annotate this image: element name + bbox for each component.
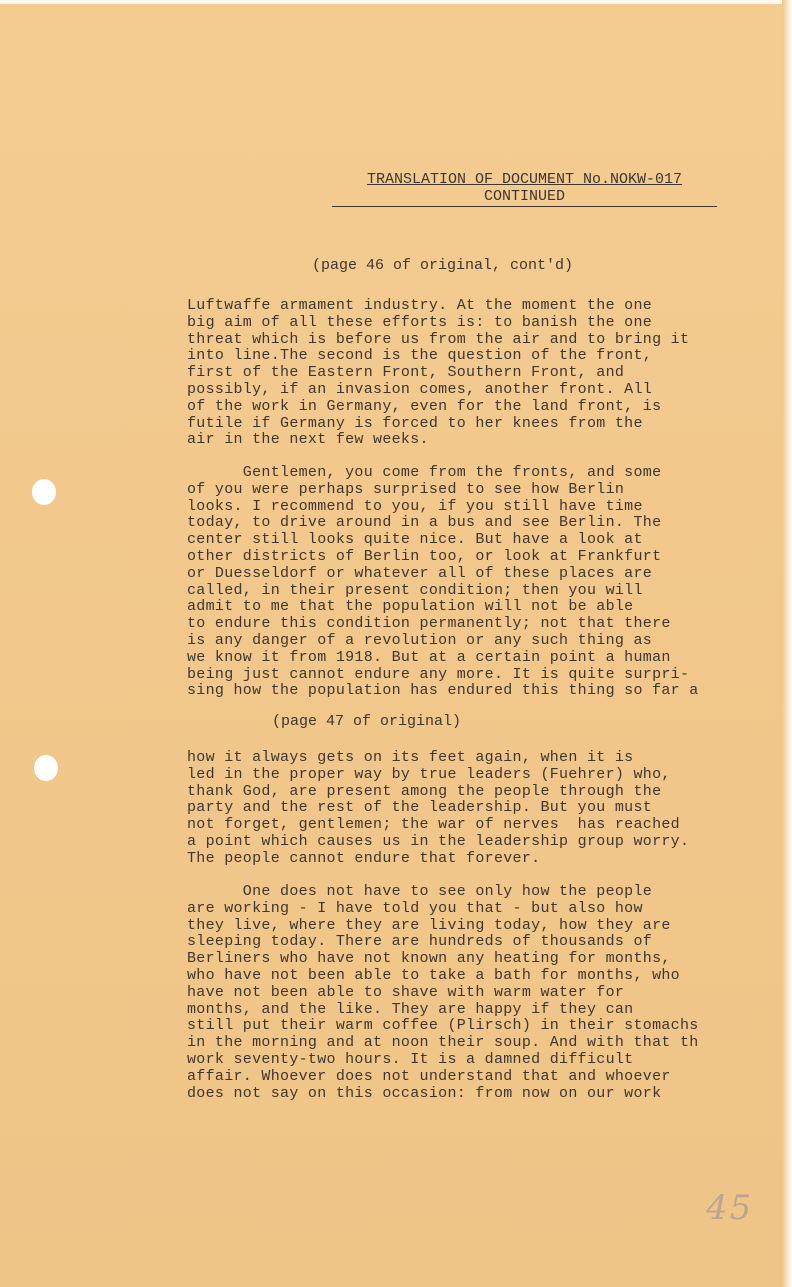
punch-hole-upper [32,479,56,505]
paragraph-3: how it always gets on its feet again, when it is led in the proper way by true leaders (Fuehrer) who, thank God, are present among the people through the party and the rest of the leadership. But you must not forget, gentlemen; the war of nerves has reached a point which causes us in the leadership group worry. The people cannot endure that forever. [187,749,690,867]
page-marker-46: (page 46 of original, cont'd) [312,257,574,274]
document-subtitle: CONTINUED [483,188,565,205]
handwritten-page-number: 45 [706,1188,754,1228]
page-marker-47: (page 47 of original) [272,713,462,730]
document-header [332,171,717,205]
header-underline [332,206,717,207]
paragraph-4: One does not have to see only how the people are working - I have told you that - but also how they live, where they are living today, how they are sleeping today. There are hundreds of thousands of Berliners who have not known any heating for months, who have not been able to take a bath for months, who have not been able to shave with warm water for months, and the like. They are happy if they can still put their warm coffee (Plirsch) in their stomachs in the morning and at noon their soup. And with that th work seventy-two hours. It is a damned difficult affair. Whoever does not understand that and whoever does not say on this occasion: from now on our work [187,883,699,1102]
paragraph-2: Gentlemen, you come from the fronts, and some of you were perhaps surprised to see how Berlin looks. I recommend to you, if you still have time today, to drive around in a bus and see Berlin. The center still looks quite nice. But have a look at other districts of Berlin too, or look at Frankfurt or Duesseldorf or whatever all of these places are called, in their present condition; then you will admit to me that the population will not be able to endure this condition permanently; not that there is any danger of a revolution or any such thing as we know it from 1918. But at a certain point a human being just cannot endure any more. It is quite surpri- sing how the population has endured this thing so far a [187,464,699,700]
paragraph-1: Luftwaffe armament industry. At the moment the one big aim of all these efforts is: to banish the one threat which is before us from the air and to bring it into line.The second is the question of the front, first of the Eastern Front, Southern Front, and possibly, if an invasion comes, another front. All of the work in Germany, even for the land front, is futile if Germany is forced to her knees from the air in the next few weeks. [187,297,690,449]
page-top-edge [0,0,792,4]
document-title: TRANSLATION OF DOCUMENT No.NOKW-017 [366,171,683,188]
page-right-edge [782,0,792,1287]
punch-hole-lower [34,755,58,781]
